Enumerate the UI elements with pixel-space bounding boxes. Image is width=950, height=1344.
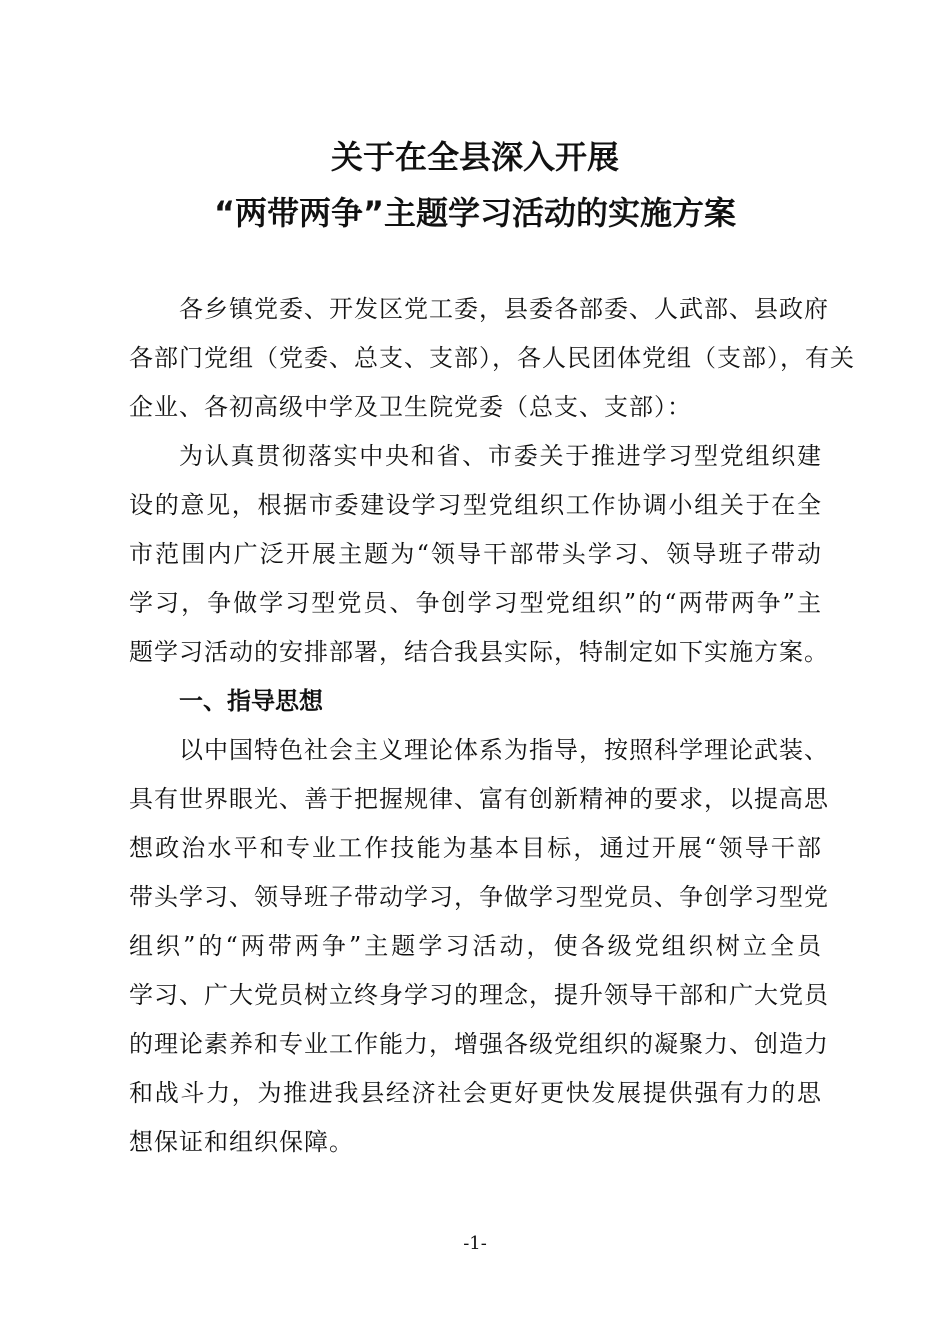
text-line: 为认真贯彻落实中央和省、市委关于推进学习型党组织建 bbox=[179, 442, 822, 470]
section-1-paragraph bbox=[129, 731, 829, 1161]
text-line: 的理论素养和专业工作能力，增强各级党组织的凝聚力、创造力 bbox=[129, 1030, 829, 1058]
page-number: -1- bbox=[463, 1233, 487, 1254]
document-body bbox=[129, 290, 855, 1172]
text-line: 企业、各初高级中学及卫生院党委（总支、支部）： bbox=[129, 393, 692, 421]
document-title-line-1: 关于在全县深入开展 bbox=[330, 138, 619, 176]
text-line: 和战斗力，为推进我县经济社会更好更快发展提供强有力的思 bbox=[129, 1079, 822, 1107]
text-line: 各乡镇党委、开发区党工委，县委各部委、人武部、县政府 bbox=[179, 295, 829, 323]
text-line: 学习，争做学习型党员、争创学习型党组织”的“两带两争”主 bbox=[129, 589, 822, 617]
intro-paragraph bbox=[129, 437, 829, 671]
text-line: 带头学习、领导班子带动学习，争做学习型党员、争创学习型党 bbox=[129, 883, 829, 911]
text-line: 市范围内广泛开展主题为“领导干部带头学习、领导班子带动 bbox=[129, 540, 822, 568]
text-line: 设的意见，根据市委建设学习型党组织工作协调小组关于在全 bbox=[129, 491, 822, 519]
document-title-line-2: “两带两争”主题学习活动的实施方案 bbox=[213, 194, 737, 232]
text-line: 学习、广大党员树立终身学习的理念，提升领导干部和广大党员 bbox=[129, 981, 829, 1009]
text-line: 想政治水平和专业工作技能为基本目标，通过开展“领导干部 bbox=[129, 834, 822, 862]
text-line: 组织”的“两带两争”主题学习活动，使各级党组织树立全员 bbox=[129, 932, 822, 960]
text-line: 具有世界眼光、善于把握规律、富有创新精神的要求，以提高思 bbox=[129, 785, 829, 813]
text-line: 题学习活动的安排部署，结合我县实际，特制定如下实施方案。 bbox=[129, 638, 829, 666]
text-line: 各部门党组（党委、总支、支部），各人民团体党组（支部），有关 bbox=[129, 344, 855, 372]
addressee-paragraph bbox=[129, 290, 855, 426]
section-heading: 一、指导思想 bbox=[179, 687, 323, 715]
text-line: 想保证和组织保障。 bbox=[129, 1128, 354, 1156]
text-line: 以中国特色社会主义理论体系为指导，按照科学理论武装、 bbox=[179, 736, 829, 764]
